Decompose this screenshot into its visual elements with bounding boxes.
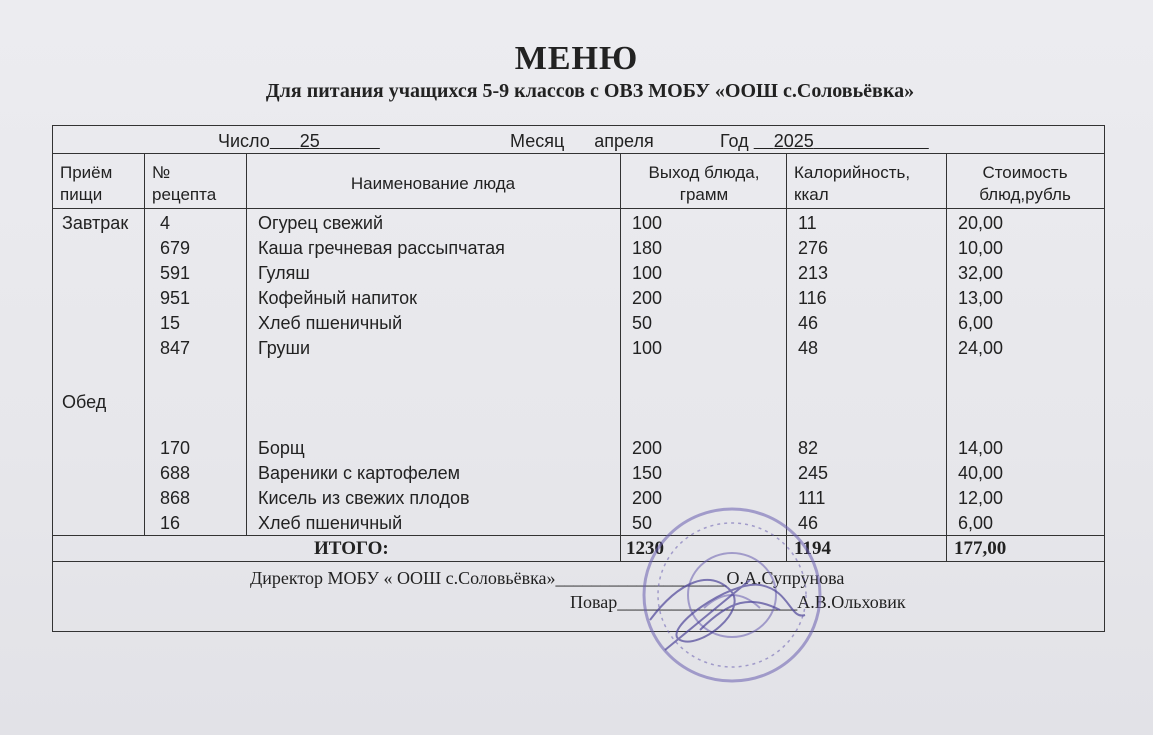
- dish-calories: 116: [798, 288, 827, 308]
- row-divider: [52, 208, 1105, 209]
- recipe-number: 868: [160, 488, 191, 508]
- dish-weight: 50: [632, 313, 653, 333]
- dish-cost: 10,00: [958, 238, 1004, 258]
- year-label: Год: [720, 131, 749, 151]
- year-value: 2025: [773, 131, 814, 151]
- recipe-number: 688: [160, 463, 191, 483]
- header-recipe: № рецепта: [152, 163, 217, 204]
- dish-name: Хлеб пшеничный: [258, 513, 403, 533]
- director-name: О.А.Супрунова: [726, 568, 845, 588]
- row-divider: [52, 535, 1105, 536]
- dish-calories: 46: [798, 513, 819, 533]
- dish-calories: 46: [798, 313, 819, 333]
- dish-calories: 213: [798, 263, 829, 283]
- recipe-number: 4: [160, 213, 171, 233]
- dish-name: Кофейный напиток: [258, 288, 417, 308]
- total-weight: 1230: [626, 538, 664, 559]
- day-label: Число: [218, 131, 270, 151]
- year-field: [720, 131, 929, 152]
- document-title: МЕНЮ: [514, 40, 639, 77]
- month-label: Месяц: [510, 131, 565, 151]
- dish-calories: 276: [798, 238, 829, 258]
- recipe-number: 170: [160, 438, 191, 458]
- cook-title: Повар: [570, 592, 618, 612]
- recipe-number: 679: [160, 238, 191, 258]
- dish-cost: 6,00: [958, 513, 994, 533]
- meal-label-breakfast: Завтрак: [62, 213, 129, 233]
- dish-weight: 200: [632, 488, 663, 508]
- day-value: 25: [299, 131, 320, 151]
- recipe-number: 847: [160, 338, 191, 358]
- dish-cost: 14,00: [958, 438, 1004, 458]
- dish-name: Гуляш: [258, 263, 310, 283]
- recipe-number: 16: [160, 513, 181, 533]
- cook-name: А.В.Ольховик: [797, 592, 906, 612]
- dish-calories: 111: [798, 488, 826, 508]
- month-value: апреля: [594, 131, 654, 151]
- dish-name: Каша гречневая рассыпчатая: [258, 238, 505, 258]
- director-title: Директор МОБУ « ООШ с.Соловьёвка»: [250, 568, 556, 588]
- dish-name: Огурец свежий: [258, 213, 384, 233]
- column-divider: [620, 153, 621, 561]
- dish-cost: 40,00: [958, 463, 1004, 483]
- recipe-number: 591: [160, 263, 191, 283]
- total-calories: 1194: [794, 538, 831, 559]
- dish-weight: 100: [632, 263, 663, 283]
- total-cost: 177,00: [954, 538, 1007, 559]
- total-label: ИТОГО:: [314, 538, 389, 559]
- dish-weight: 200: [632, 288, 663, 308]
- dish-calories: 48: [798, 338, 819, 358]
- header-cost: Стоимость блюд,рубль: [979, 163, 1071, 204]
- dish-weight: 180: [632, 238, 663, 258]
- director-line: Директор МОБУ « ООШ с.Соловьёвка»___________________О.А.Супрунова: [250, 568, 845, 588]
- column-divider: [946, 153, 947, 561]
- dish-cost: 12,00: [958, 488, 1004, 508]
- month-field: [510, 131, 654, 152]
- dish-weight: 150: [632, 463, 663, 483]
- dish-cost: 20,00: [958, 213, 1004, 233]
- recipe-number: 15: [160, 313, 181, 333]
- dish-cost: 6,00: [958, 313, 994, 333]
- signature-scribble: [640, 560, 810, 660]
- header-calories: Калорийность, ккал: [794, 163, 911, 204]
- dish-cost: 32,00: [958, 263, 1004, 283]
- date-line: [218, 131, 380, 152]
- recipe-number: 951: [160, 288, 191, 308]
- dish-weight: 100: [632, 338, 663, 358]
- dish-weight: 100: [632, 213, 663, 233]
- dish-weight: 50: [632, 513, 653, 533]
- dish-weight: 200: [632, 438, 663, 458]
- header-weight: Выход блюда, грамм: [648, 163, 760, 204]
- column-divider: [144, 153, 145, 535]
- column-divider: [246, 153, 247, 535]
- dish-name: Кисель из свежих плодов: [258, 488, 470, 508]
- header-meal: Приём пищи: [60, 163, 113, 204]
- dish-calories: 245: [798, 463, 829, 483]
- cook-line: Повар____________________А.В.Ольховик: [570, 592, 906, 612]
- meal-label-lunch: Обед: [62, 392, 107, 412]
- dish-cost: 24,00: [958, 338, 1004, 358]
- header-dish-name: Наименование люда: [350, 174, 516, 193]
- dish-calories: 11: [798, 213, 817, 233]
- dish-name: Вареники с картофелем: [258, 463, 461, 483]
- dish-calories: 82: [798, 438, 819, 458]
- row-divider: [52, 153, 1105, 154]
- dish-name: Борщ: [258, 438, 305, 458]
- row-divider: [52, 561, 1105, 562]
- dish-name: Хлеб пшеничный: [258, 313, 403, 333]
- dish-cost: 13,00: [958, 288, 1004, 308]
- document-subtitle: Для питания учащихся 5-9 классов с ОВЗ МОБУ «ООШ с.Соловьёвка»: [265, 80, 915, 102]
- dish-name: Груши: [258, 338, 311, 358]
